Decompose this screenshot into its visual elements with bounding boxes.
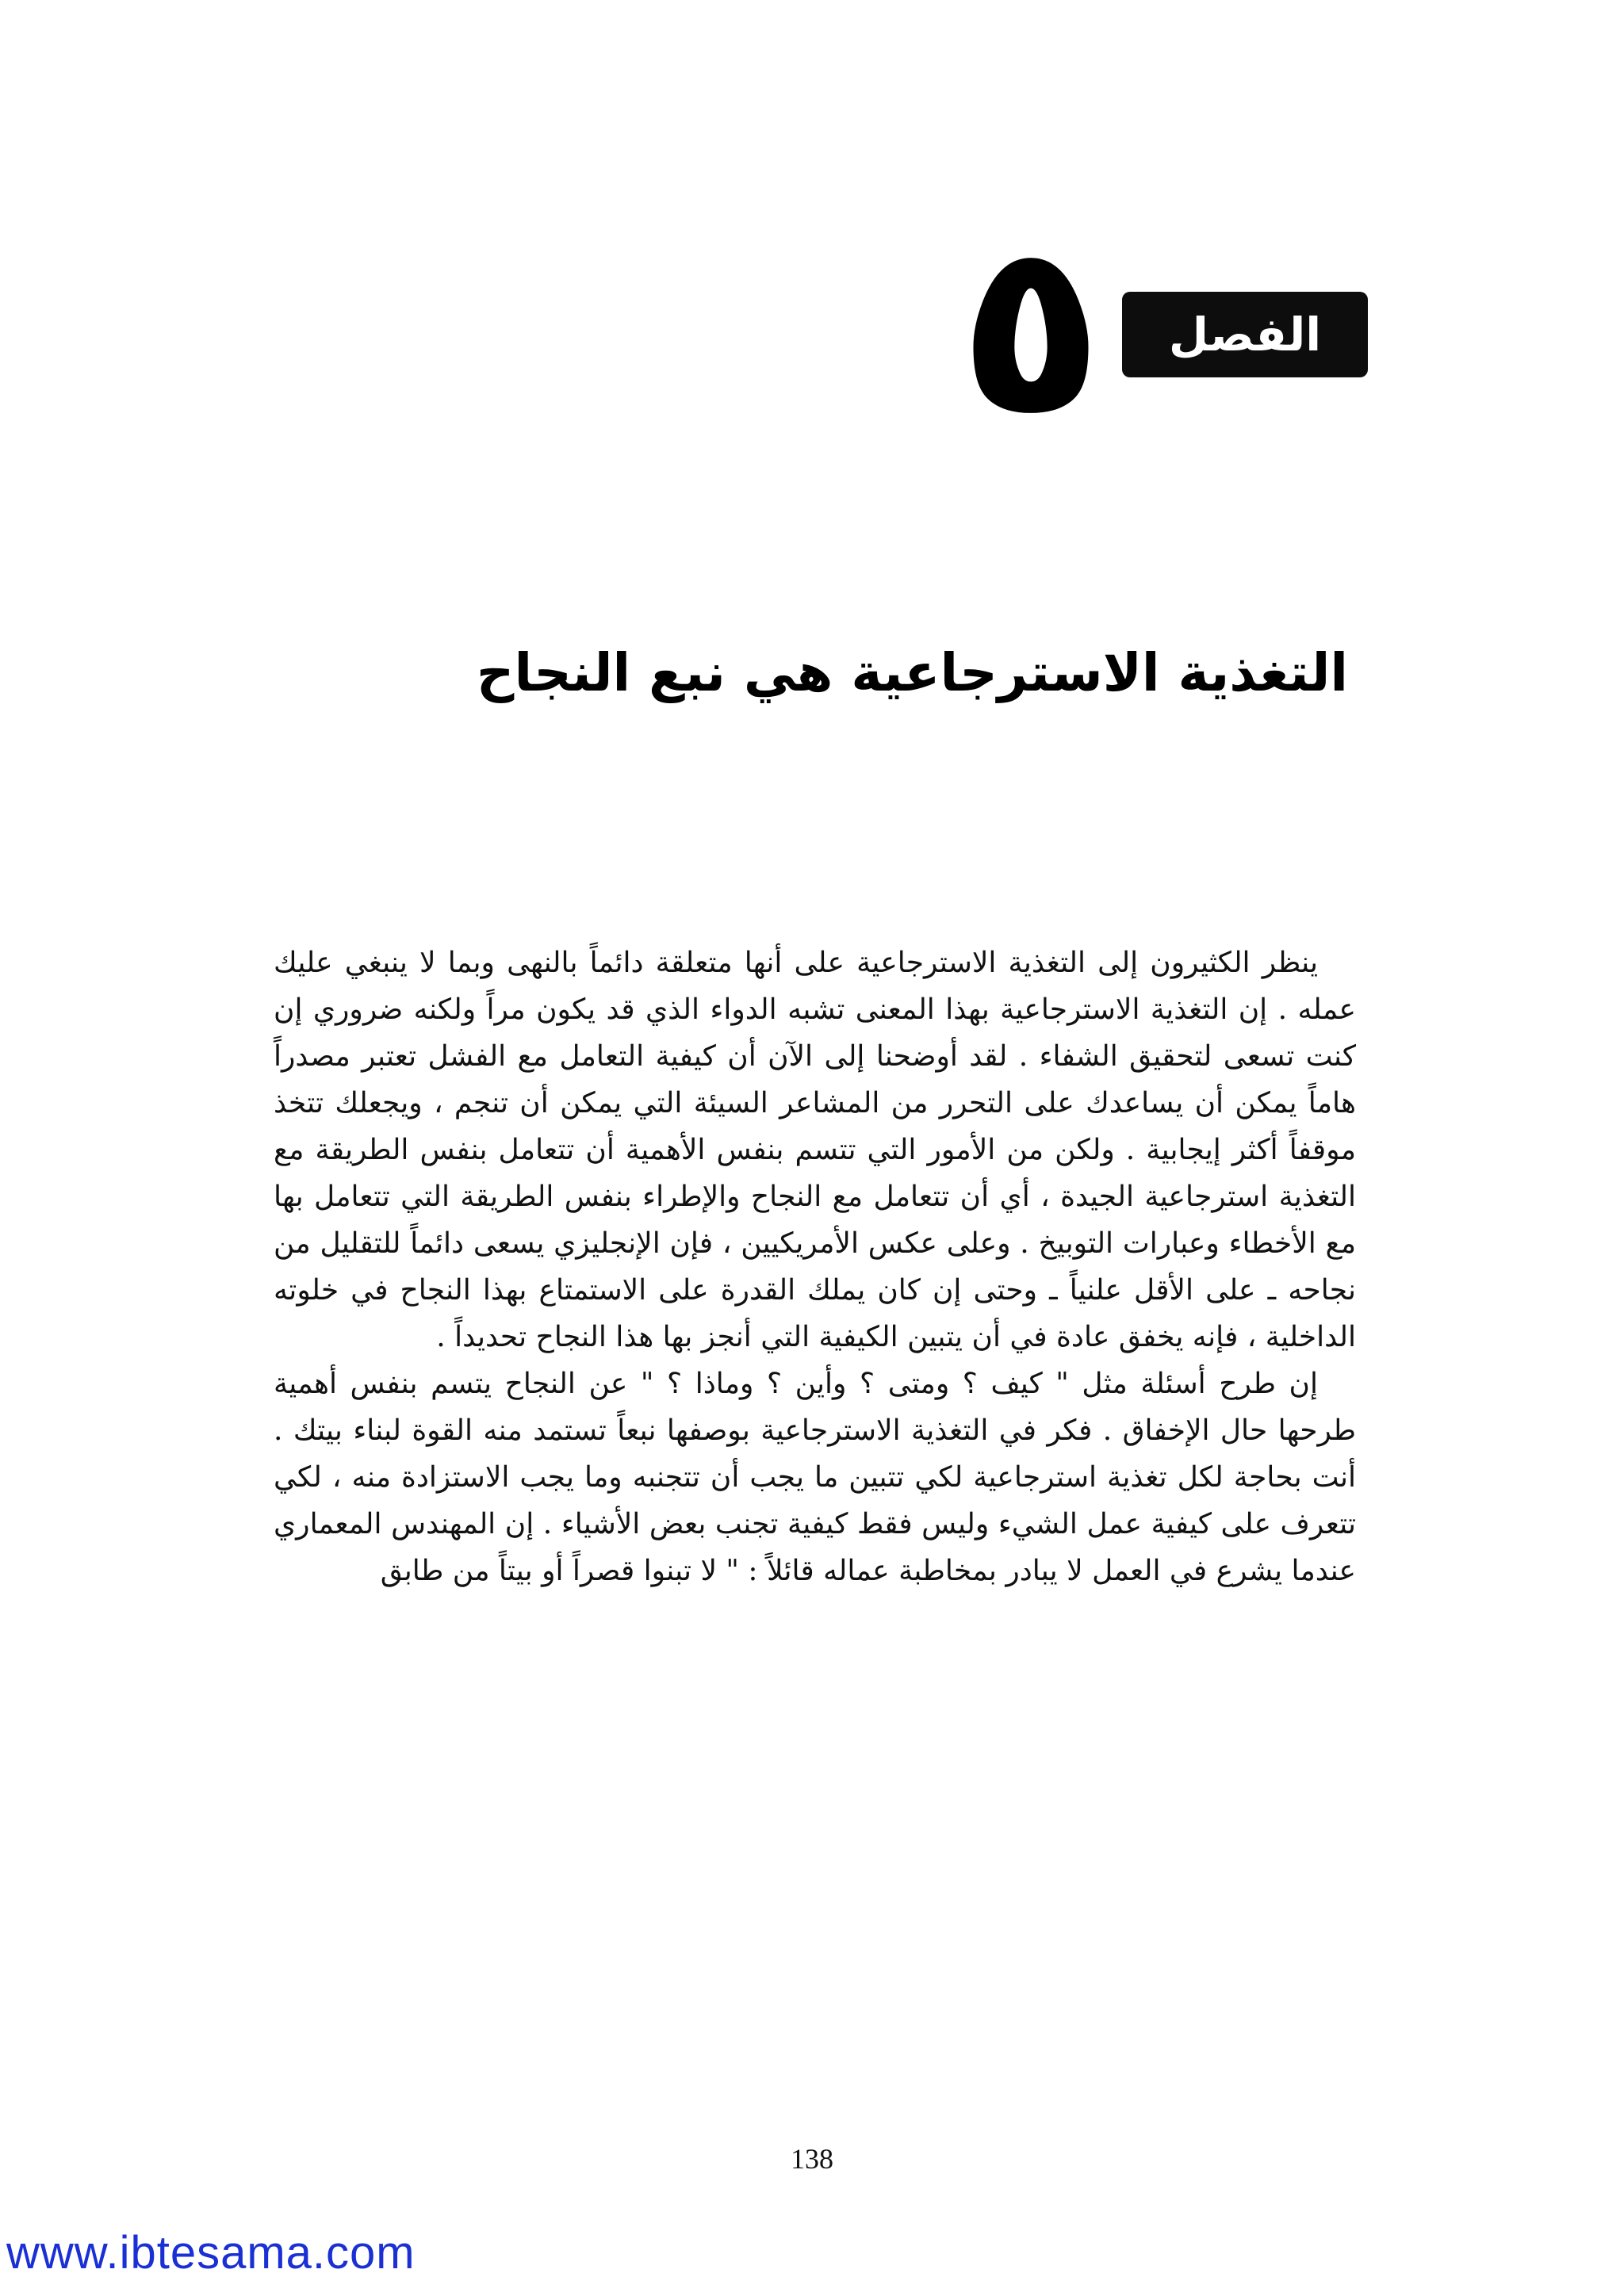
page-number: 138 xyxy=(791,2143,833,2175)
chapter-label-box xyxy=(1122,292,1368,377)
watermark-link[interactable]: www.ibtesama.com xyxy=(6,2227,416,2279)
paragraph-1: ينظر الكثيرون إلى التغذية الاسترجاعية على أنها متعلقة دائماً بالنهى وبما لا ينبغي عليك عمله . إن التغذية الاسترجاعية بهذا المعنى تشبه الدواء الذي قد يكون مراً ولكنه ضروري إن كنت تسعى لتحقيق الشفاء . لقد أوضحنا إلى الآن أن كيفية التعامل مع الفشل تعتبر مصدراً هاماً يمكن أن يساعدك على التحرر من المشاعر السيئة التي يمكن أن تنجم ، ويجعلك تتخذ موقفاً أكثر إيجابية . ولكن من الأمور التي تتسم بنفس الأهمية أن تتعامل بنفس الطريقة مع التغذية استرجاعية الجيدة ، أي أن تتعامل مع النجاح والإطراء بنفس الطريقة التي تتعامل بها مع الأخطاء وعبارات التوبيخ . وعلى عكس الأمريكيين ، فإن الإنجليزي يسعى دائماً للتقليل من نجاحه ـ على الأقل علنياً ـ وحتى إن كان يملك القدرة على الاستمتاع بهذا النجاح في خلوته الداخلية ، فإنه يخفق عادة في أن يتبين الكيفية التي أنجز بها هذا النجاح تحديداً . xyxy=(274,947,1356,1353)
chapter-number: ٥ xyxy=(958,190,1104,467)
paragraph-2: إن طرح أسئلة مثل " كيف ؟ ومتى ؟ وأين ؟ وماذا ؟ " عن النجاح يتسم بنفس أهمية طرحها حال الإخفاق . فكر في التغذية الاسترجاعية بوصفها نبعاً تستمد منه القوة لبناء بيتك . أنت بحاجة لكل تغذية استرجاعية لكي تتبين ما يجب أن تتجنبه وما يجب الاستزادة منه ، لكي تتعرف على كيفية عمل الشيء وليس فقط كيفية تجنب بعض الأشياء . إن المهندس المعماري عندما يشرع في العمل لا يبادر بمخاطبة عماله قائلاً : " لا تبنوا قصراً أو بيتاً من طابق xyxy=(274,1368,1356,1587)
chapter-label: الفصل xyxy=(1168,308,1322,362)
chapter-title: التغذية الاسترجاعية هي نبع النجاح xyxy=(476,642,1348,703)
body-text xyxy=(274,939,1356,1594)
